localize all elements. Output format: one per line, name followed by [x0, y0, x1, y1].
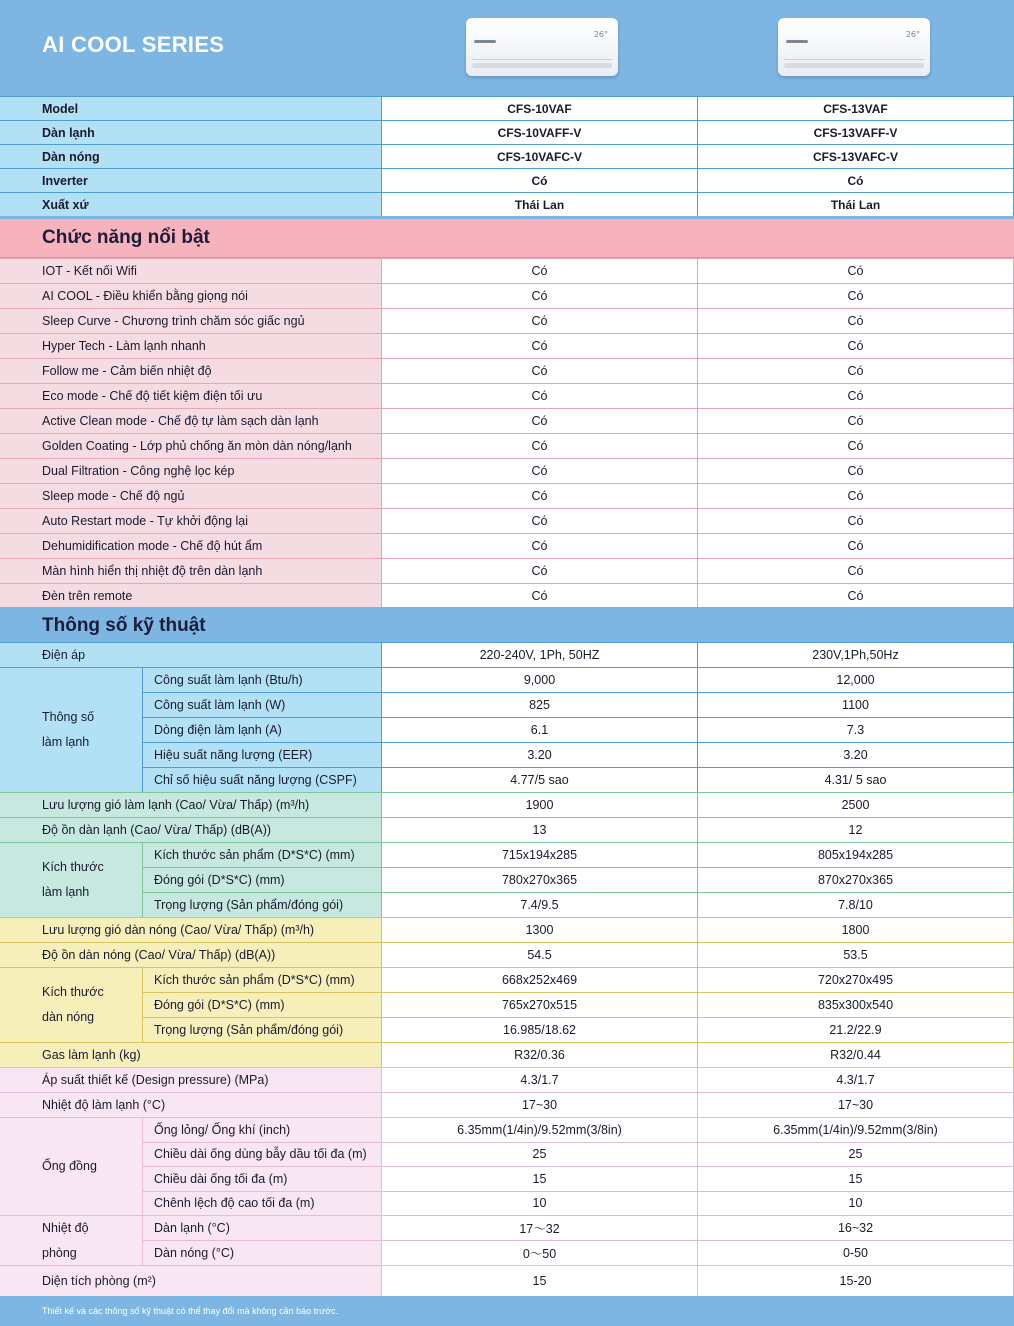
air-vent — [784, 63, 924, 68]
value-model-1: Có — [382, 558, 698, 583]
value-model-1: CFS-10VAF — [382, 96, 698, 120]
value-model-1: Có — [382, 283, 698, 308]
value-model-1: Có — [382, 583, 698, 608]
value-model-2: 7.3 — [698, 717, 1014, 742]
air-vent — [472, 63, 612, 68]
indoor-size-sub-label: Đóng gói (D*S*C) (mm) — [143, 867, 382, 892]
group-label-line1: Thông số — [42, 710, 95, 724]
value-model-1: 780x270x365 — [382, 867, 698, 892]
value-model-1: Có — [382, 383, 698, 408]
value-model-1: 6.1 — [382, 717, 698, 742]
value-model-2: 1100 — [698, 692, 1014, 717]
value-model-1: CFS-10VAFC-V — [382, 144, 698, 168]
value-model-1: 6.35mm(1/4in)/9.52mm(3/8in) — [382, 1117, 698, 1142]
value-model-2: 25 — [698, 1142, 1014, 1167]
spec-row-label: Lưu lượng gió làm lạnh (Cao/ Vừa/ Thấp) (m³/h) — [0, 792, 382, 817]
value-model-2: 10 — [698, 1191, 1014, 1216]
value-model-2: 720x270x495 — [698, 967, 1014, 992]
value-model-1: 15 — [382, 1166, 698, 1191]
value-model-2: R32/0.44 — [698, 1042, 1014, 1067]
value-model-1: 17~30 — [382, 1092, 698, 1117]
indoor-size-sub-label: Trọng lượng (Sản phẩm/đóng gói) — [143, 892, 382, 917]
value-model-1: Có — [382, 358, 698, 383]
value-model-2: 15-20 — [698, 1265, 1014, 1296]
room-temp-group-label — [0, 1215, 143, 1265]
features-section-title: Chức năng nổi bật — [42, 227, 210, 248]
indoor-size-group-label — [0, 842, 143, 917]
spec-row-label: Diện tích phòng (m²) — [0, 1265, 382, 1296]
value-model-1: Có — [382, 168, 698, 192]
spec-row-label: Active Clean mode - Chế độ tự làm sạch dàn lạnh — [0, 408, 382, 433]
spec-row-label: Độ ồn dàn lạnh (Cao/ Vừa/ Thấp) (dB(A)) — [0, 817, 382, 842]
value-model-2: 835x300x540 — [698, 992, 1014, 1017]
pipe-sub-label: Chênh lệch độ cao tối đa (m) — [143, 1191, 382, 1216]
value-model-1: 1900 — [382, 792, 698, 817]
air-conditioner-image-1 — [466, 18, 618, 76]
value-model-1: 4.3/1.7 — [382, 1067, 698, 1092]
spec-row-label: Dual Filtration - Công nghệ lọc kép — [0, 458, 382, 483]
spec-row-label: Màn hình hiển thị nhiệt độ trên dàn lạnh — [0, 558, 382, 583]
value-model-2: 16~32 — [698, 1215, 1014, 1240]
indoor-size-sub-label: Kích thước sản phẩm (D*S*C) (mm) — [143, 842, 382, 867]
group-label-line2: phòng — [42, 1245, 77, 1260]
value-model-2: Có — [698, 558, 1014, 583]
value-model-1: 825 — [382, 692, 698, 717]
value-model-2: 12 — [698, 817, 1014, 842]
value-model-2: Có — [698, 508, 1014, 533]
cooling-group-label — [0, 667, 143, 792]
unit-display: 26° — [593, 30, 608, 39]
value-model-2: 4.3/1.7 — [698, 1067, 1014, 1092]
value-model-2: Có — [698, 583, 1014, 608]
spec-row-label: Eco mode - Chế độ tiết kiệm điện tối ưu — [0, 383, 382, 408]
spec-row-label: AI COOL - Điều khiển bằng giọng nói — [0, 283, 382, 308]
value-model-1: 7.4/9.5 — [382, 892, 698, 917]
value-model-1: 54.5 — [382, 942, 698, 967]
value-model-1: 9,000 — [382, 667, 698, 692]
value-model-2: 7.8/10 — [698, 892, 1014, 917]
value-model-1: Có — [382, 433, 698, 458]
group-label-line1: Kích thước — [42, 860, 104, 874]
brand-logo-mark — [474, 40, 496, 43]
value-model-1: Có — [382, 533, 698, 558]
value-model-1: 10 — [382, 1191, 698, 1216]
value-model-1: Có — [382, 258, 698, 283]
value-model-2: Có — [698, 168, 1014, 192]
value-model-2: 15 — [698, 1166, 1014, 1191]
value-model-1: Có — [382, 483, 698, 508]
cooling-sub-label: Chỉ số hiệu suất năng lượng (CSPF) — [143, 767, 382, 792]
value-model-2: Có — [698, 408, 1014, 433]
spec-row-label: IOT - Kết nối Wifi — [0, 258, 382, 283]
value-model-1: 4.77/5 sao — [382, 767, 698, 792]
room-temp-sub-label: Dàn lạnh (°C) — [143, 1215, 382, 1240]
value-model-1: 668x252x469 — [382, 967, 698, 992]
value-model-1: CFS-10VAFF-V — [382, 120, 698, 144]
value-model-2: 17~30 — [698, 1092, 1014, 1117]
room-temp-sub-label: Dàn nóng (°C) — [143, 1240, 382, 1265]
spec-row-label: Áp suất thiết kế (Design pressure) (MPa) — [0, 1067, 382, 1092]
group-label-line2: dàn nóng — [42, 1010, 95, 1024]
value-model-2: 21.2/22.9 — [698, 1017, 1014, 1042]
value-model-2: 2500 — [698, 792, 1014, 817]
spec-row-label: Golden Coating - Lớp phủ chống ăn mòn dàn nóng/lạnh — [0, 433, 382, 458]
cooling-sub-label: Công suất làm lạnh (W) — [143, 692, 382, 717]
spec-row-label: Lưu lượng gió dàn nóng (Cao/ Vừa/ Thấp) (m³/h) — [0, 917, 382, 942]
pipe-sub-label: Chiều dài ống dùng bẫy dầu tối đa (m) — [143, 1142, 382, 1167]
value-model-1: 15 — [382, 1265, 698, 1296]
value-model-1: Có — [382, 308, 698, 333]
pipe-sub-label: Chiều dài ống tối đa (m) — [143, 1166, 382, 1191]
series-title: AI COOL SERIES — [42, 32, 225, 57]
group-label-line1: Nhiệt độ — [42, 1220, 89, 1235]
cooling-sub-label: Công suất làm lạnh (Btu/h) — [143, 667, 382, 692]
cooling-sub-label: Dòng điện làm lạnh (A) — [143, 717, 382, 742]
value-model-2: CFS-13VAF — [698, 96, 1014, 120]
outdoor-size-sub-label: Đóng gói (D*S*C) (mm) — [143, 992, 382, 1017]
spec-row-label: Dehumidification mode - Chế độ hút ẩm — [0, 533, 382, 558]
value-model-1: 1300 — [382, 917, 698, 942]
value-model-2: Có — [698, 333, 1014, 358]
value-model-1: Có — [382, 508, 698, 533]
value-model-1: 765x270x515 — [382, 992, 698, 1017]
outdoor-size-group-label — [0, 967, 143, 1042]
value-model-1: Có — [382, 333, 698, 358]
value-model-2: 3.20 — [698, 742, 1014, 767]
spec-row-label: Model — [0, 96, 382, 120]
spec-row-label: Sleep Curve - Chương trình chăm sóc giấc ngủ — [0, 308, 382, 333]
value-model-1: 0～50 — [382, 1240, 698, 1265]
outdoor-size-sub-label: Trọng lượng (Sản phẩm/đóng gói) — [143, 1017, 382, 1042]
cooling-sub-label: Hiệu suất năng lượng (EER) — [143, 742, 382, 767]
page-header — [0, 0, 1014, 96]
value-model-2: Có — [698, 483, 1014, 508]
group-label-line2: làm lạnh — [42, 885, 90, 899]
spec-row-label: Dàn lạnh — [0, 120, 382, 144]
value-model-2: Có — [698, 258, 1014, 283]
value-model-1: 13 — [382, 817, 698, 842]
specs-section-title: Thông số kỹ thuật — [42, 615, 206, 636]
value-model-2: CFS-13VAFC-V — [698, 144, 1014, 168]
value-model-2: Thái Lan — [698, 192, 1014, 216]
value-model-1: 715x194x285 — [382, 842, 698, 867]
value-model-1: 25 — [382, 1142, 698, 1167]
value-model-2: Có — [698, 433, 1014, 458]
spec-row-label: Gas làm lạnh (kg) — [0, 1042, 382, 1067]
value-model-2: 53.5 — [698, 942, 1014, 967]
value-model-2: CFS-13VAFF-V — [698, 120, 1014, 144]
group-label-line1: Kích thước — [42, 985, 104, 999]
value-model-1: 3.20 — [382, 742, 698, 767]
value-model-2: Có — [698, 283, 1014, 308]
group-label-line2: làm lạnh — [42, 735, 90, 749]
brand-logo-mark — [786, 40, 808, 43]
pipe-sub-label: Ống lỏng/ Ống khí (inch) — [143, 1117, 382, 1142]
group-label-line1: Ống đồng — [42, 1159, 97, 1173]
spec-row-label: Dàn nóng — [0, 144, 382, 168]
spec-row-label: Auto Restart mode - Tự khởi động lại — [0, 508, 382, 533]
spec-row-label: Follow me - Cảm biến nhiệt độ — [0, 358, 382, 383]
value-model-2: 230V,1Ph,50Hz — [698, 642, 1014, 667]
spec-row-label: Độ ồn dàn nóng (Cao/ Vừa/ Thấp) (dB(A)) — [0, 942, 382, 967]
spec-row-label: Hyper Tech - Làm lạnh nhanh — [0, 333, 382, 358]
value-model-2: 12,000 — [698, 667, 1014, 692]
value-model-2: 4.31/ 5 sao — [698, 767, 1014, 792]
value-model-1: 17～32 — [382, 1215, 698, 1240]
value-model-2: 1800 — [698, 917, 1014, 942]
value-model-2: Có — [698, 358, 1014, 383]
spec-row-label: Đèn trên remote — [0, 583, 382, 608]
unit-display: 26° — [905, 30, 920, 39]
value-model-1: Có — [382, 408, 698, 433]
spec-row-label: Sleep mode - Chế độ ngủ — [0, 483, 382, 508]
value-model-1: Có — [382, 458, 698, 483]
value-model-2: 870x270x365 — [698, 867, 1014, 892]
value-model-2: Có — [698, 383, 1014, 408]
footer-note: Thiết kế và các thông số kỹ thuật có thể thay đổi mà không cần báo trước. — [42, 1306, 339, 1316]
air-conditioner-image-2 — [778, 18, 930, 76]
value-model-2: 805x194x285 — [698, 842, 1014, 867]
spec-row-label: Điện áp — [0, 642, 382, 667]
spec-row-label: Xuất xứ — [0, 192, 382, 216]
value-model-2: Có — [698, 533, 1014, 558]
value-model-1: R32/0.36 — [382, 1042, 698, 1067]
spec-row-label: Nhiệt độ làm lạnh (°C) — [0, 1092, 382, 1117]
value-model-1: 220-240V, 1Ph, 50HZ — [382, 642, 698, 667]
spec-row-label: Inverter — [0, 168, 382, 192]
value-model-2: Có — [698, 308, 1014, 333]
value-model-1: 16.985/18.62 — [382, 1017, 698, 1042]
value-model-2: 0-50 — [698, 1240, 1014, 1265]
outdoor-size-sub-label: Kích thước sản phẩm (D*S*C) (mm) — [143, 967, 382, 992]
value-model-2: 6.35mm(1/4in)/9.52mm(3/8in) — [698, 1117, 1014, 1142]
value-model-2: Có — [698, 458, 1014, 483]
pipe-group-label — [0, 1117, 143, 1215]
value-model-1: Thái Lan — [382, 192, 698, 216]
